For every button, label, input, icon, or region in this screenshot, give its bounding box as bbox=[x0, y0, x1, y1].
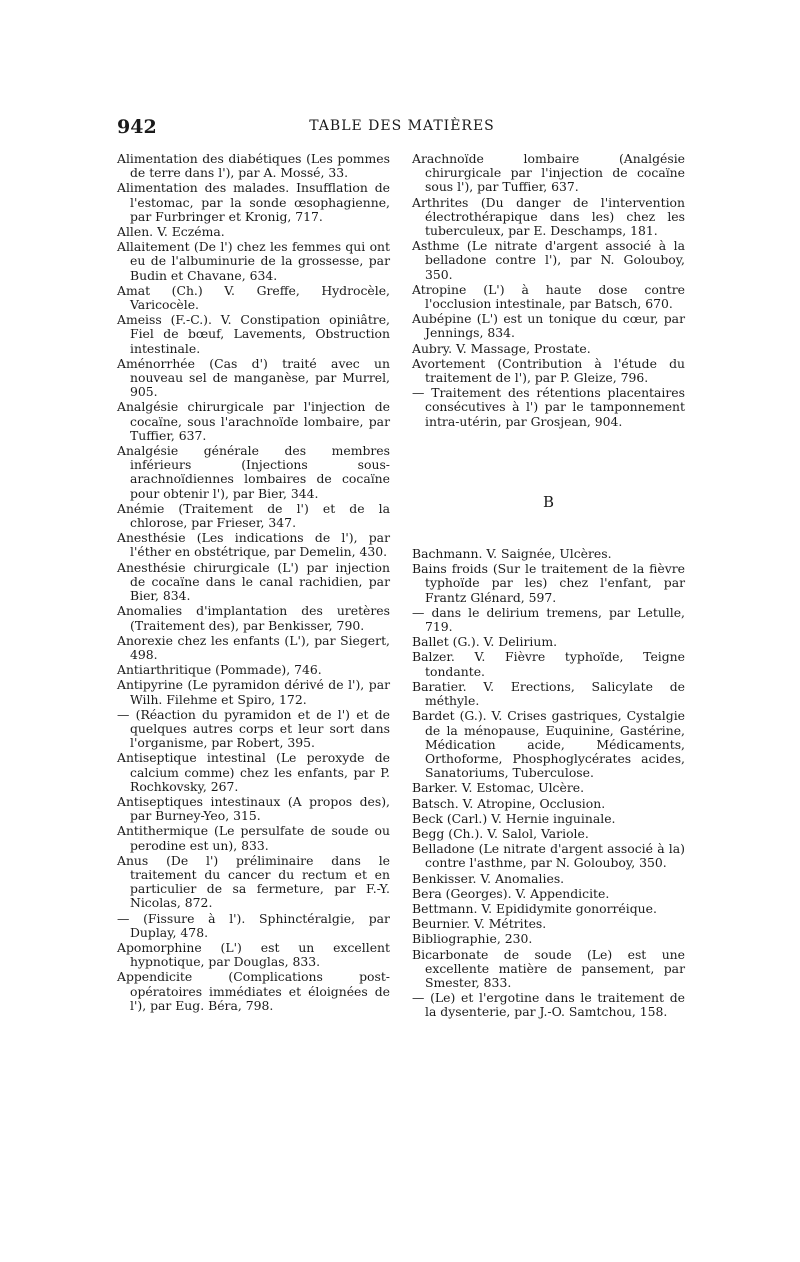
index-entry: Antiseptique intestinal (Le peroxyde de calcium comme) chez les enfants, par P. Rochkovsky, 267. bbox=[117, 750, 390, 794]
index-entry: Balzer. V. Fièvre typhoïde, Teigne tondante. bbox=[412, 649, 685, 679]
index-entry: Antiseptiques intestinaux (A propos des), par Burney-Yeo, 315. bbox=[117, 793, 390, 824]
index-entry: Apomorphine (L') est un excellent hypnotique, par Douglas, 833. bbox=[117, 939, 390, 970]
index-entry: Allaitement (De l') chez les femmes qui ont eu de l'albuminurie de la grossesse, par Budin et Chavane, 634. bbox=[117, 239, 390, 283]
index-entry: Allen. V. Eczéma. bbox=[117, 224, 225, 240]
index-entry: Amat (Ch.) V. Greffe, Hydrocèle, Varicocèle. bbox=[117, 282, 390, 313]
index-entry: Arachnoïde lombaire (Analgésie chirurgicale par l'injection de cocaïne sous l'), par Tuffier, 637. bbox=[412, 151, 685, 195]
index-entry: Bera (Georges). V. Appendicite. bbox=[412, 885, 610, 901]
index-entry: Anus (De l') préliminaire dans le traitement du cancer du rectum et en particulier de sa fermeture, par F.-Y. Nicolas, 872. bbox=[117, 852, 390, 911]
index-entry: Antipyrine (Le pyramidon dérivé de l'), par Wilh. Filehme et Spiro, 172. bbox=[117, 677, 390, 707]
index-entry: Bardet (G.). V. Crises gastriques, Cystalgie de la ménopause, Euquinine, Gastérine, Médication acide, Médicaments, Orthoforme, Phosphoglycérates acides, Sanatoriums, Tuberculose. bbox=[412, 708, 685, 781]
index-entry: Alimentation des diabétiques (Les pommes de terre dans l'), par A. Mossé, 33. bbox=[117, 151, 390, 181]
index-entry: Belladone (Le nitrate d'argent associé à la) contre l'asthme, par N. Golouboy, 350. bbox=[412, 841, 685, 871]
index-entry: — (Fissure à l'). Sphinctéralgie, par Duplay, 478. bbox=[117, 910, 390, 940]
page-number: 942 bbox=[117, 116, 157, 138]
index-entry: Antithermique (Le persulfate de soude ou perodine est un), 833. bbox=[117, 823, 390, 853]
index-entry: Atropine (L') à haute dose contre l'occlusion intestinale, par Batsch, 670. bbox=[412, 281, 685, 312]
index-entry: Appendicite (Complications post-opératoires immédiates et éloignées de l'), par Eug. Béra, 798. bbox=[117, 969, 390, 1013]
index-entry: Ameiss (F.-C.). V. Constipation opiniâtre, Fiel de bœuf, Lavements, Obstruction intestinale. bbox=[117, 312, 390, 356]
index-entry: Aubry. V. Massage, Prostate. bbox=[412, 340, 591, 356]
index-entry: Bettmann. V. Epididymite gonorréique. bbox=[412, 900, 657, 916]
index-entry: Anomalies d'implantation des uretères (Traitement des), par Benkisser, 790. bbox=[117, 603, 390, 633]
section-letter-heading: B bbox=[542, 492, 555, 511]
index-entry: Ballet (G.). V. Delirium. bbox=[412, 634, 558, 650]
index-entry: Beurnier. V. Métrites. bbox=[412, 916, 547, 932]
index-entry: Bachmann. V. Saignée, Ulcères. bbox=[412, 546, 612, 562]
index-entry: Bains froids (Sur le traitement de la fièvre typhoïde par les) chez l'enfant, par Frantz Glénard, 597. bbox=[412, 561, 685, 605]
index-entry: Alimentation des malades. Insufflation de l'estomac, par la sonde œsophagienne, par Furbringer et Kronig, 717. bbox=[117, 180, 390, 224]
index-entry: Analgésie générale des membres inférieurs (Injections sous-arachnoïdiennes lombaires de cocaïne pour obtenir l'), par Bier, 344. bbox=[117, 443, 390, 501]
index-entry: Anesthésie (Les indications de l'), par l'éther en obstétrique, par Demelin, 430. bbox=[117, 530, 390, 560]
page-header bbox=[117, 116, 687, 140]
index-entry: Bicarbonate de soude (Le) est une excellente matière de pansement, par Smester, 833. bbox=[412, 946, 685, 990]
index-entry: — dans le delirium tremens, par Letulle, 719. bbox=[412, 604, 685, 635]
index-entry: Beck (Carl.) V. Hernie inguinale. bbox=[412, 810, 616, 826]
index-entry: Anémie (Traitement de l') et de la chlorose, par Frieser, 347. bbox=[117, 500, 390, 531]
index-entry: Anesthésie chirurgicale (L') par injection de cocaïne dans le canal rachidien, par Bier, 834. bbox=[117, 559, 390, 604]
index-entry: — Traitement des rétentions placentaires consécutives à l') par le tamponnement intra-utérin, par Grosjean, 904. bbox=[412, 385, 685, 429]
index-entry: Begg (Ch.). V. Salol, Variole. bbox=[412, 825, 589, 841]
index-entry: Arthrites (Du danger de l'intervention électrothérapique dans les) chez les tuberculeux, par E. Deschamps, 181. bbox=[412, 194, 685, 239]
index-entry: Barker. V. Estomac, Ulcère. bbox=[412, 780, 585, 796]
index-entry: Baratier. V. Erections, Salicylate de méthyle. bbox=[412, 678, 685, 709]
index-entry: Analgésie chirurgicale par l'injection de cocaïne, sous l'arachnoïde lombaire, par Tuffier, 637. bbox=[117, 399, 390, 443]
right-column bbox=[412, 152, 685, 1021]
index-entry: — (Réaction du pyramidon et de l') et de quelques autres corps et leur sort dans l'organisme, par Robert, 395. bbox=[117, 706, 390, 751]
left-column bbox=[117, 152, 390, 1014]
running-title: TABLE DES MATIÈRES bbox=[309, 118, 495, 134]
index-entry: Avortement (Contribution à l'étude du traitement de l'), par P. Gleize, 796. bbox=[412, 355, 685, 386]
index-entry: Aubépine (L') est un tonique du cœur, par Jennings, 834. bbox=[412, 311, 685, 341]
index-entry: Antiarthritique (Pommade), 746. bbox=[117, 662, 322, 678]
index-entry: Benkisser. V. Anomalies. bbox=[412, 870, 565, 886]
index-entry: Bibliographie, 230. bbox=[412, 931, 533, 947]
index-entry: Asthme (Le nitrate d'argent associé à la belladone contre l'), par N. Golouboy, 350. bbox=[412, 238, 685, 282]
index-entry: Anorexie chez les enfants (L'), par Siegert, 498. bbox=[117, 632, 390, 662]
index-entry: Batsch. V. Atropine, Occlusion. bbox=[412, 795, 606, 811]
index-entry: Aménorrhée (Cas d') traité avec un nouveau sel de manganèse, par Murrel, 905. bbox=[117, 355, 390, 400]
index-entry: — (Le) et l'ergotine dans le traitement de la dysenterie, par J.-O. Samtchou, 158. bbox=[412, 990, 685, 1020]
